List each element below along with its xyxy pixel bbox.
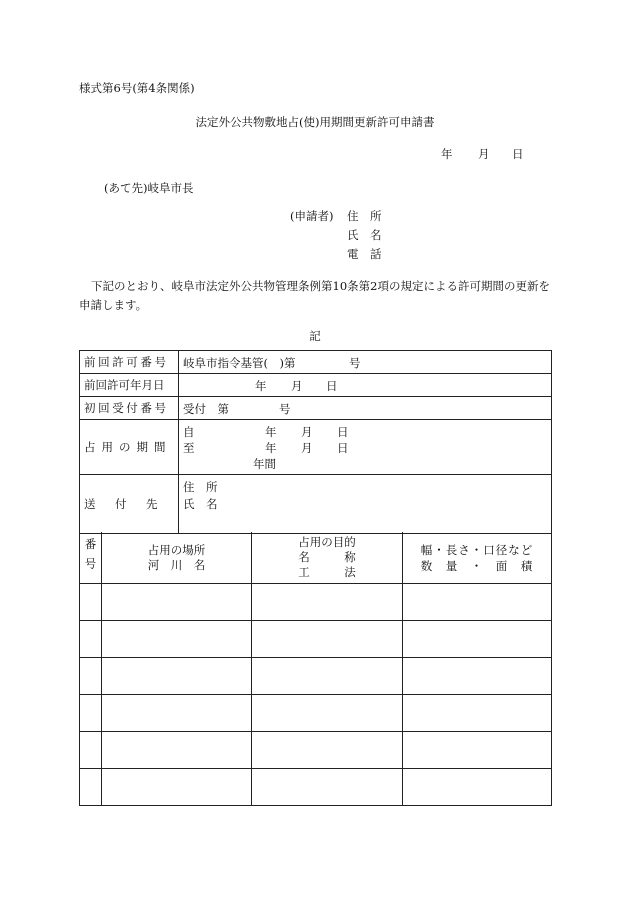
purpose-cell[interactable] [252, 621, 403, 657]
header-size-line2: 数 量 ・ 面 積 [420, 559, 534, 573]
period-years: 年間 [253, 457, 276, 471]
label-send-to: 送 付 先 [80, 475, 179, 533]
applicant-name-label: 氏 名 [347, 228, 382, 242]
header-place-line1: 占用の場所 [147, 543, 206, 557]
place-cell[interactable] [102, 621, 252, 657]
period-from-month: 月 [301, 425, 313, 439]
table-row [80, 769, 551, 805]
send-to-address-label: 住 所 [183, 480, 218, 494]
row-number-cell[interactable] [80, 658, 102, 694]
header-purpose-line3: 工 法 [298, 565, 356, 579]
permit-info-table [79, 350, 552, 534]
row-number-cell[interactable] [80, 732, 102, 768]
header-purpose-line1: 占用の目的 [298, 535, 356, 549]
place-cell[interactable] [102, 584, 252, 620]
header-number [80, 532, 102, 583]
addressee: (あて先)岐阜市長 [104, 181, 194, 195]
header-place [102, 532, 252, 583]
form-number: 様式第6号(第4条関係) [79, 81, 195, 95]
table-row [80, 658, 551, 695]
occupancy-detail-table [79, 532, 552, 806]
purpose-cell[interactable] [252, 584, 403, 620]
period-from-day: 日 [337, 425, 349, 439]
size-cell[interactable] [403, 584, 551, 620]
row-number-cell[interactable] [80, 621, 102, 657]
value-send-to[interactable] [179, 475, 551, 533]
date-year: 年 [441, 147, 453, 161]
header-place-line2: 河 川 名 [147, 558, 206, 572]
value-prev-permit-no[interactable] [179, 351, 551, 373]
period-to-day: 日 [337, 441, 349, 455]
table-row [80, 732, 551, 769]
value-first-receipt-no[interactable] [179, 397, 551, 419]
prev-permit-suffix: 号 [349, 356, 361, 370]
ki-heading: 記 [309, 329, 321, 343]
body-text-line1: 下記のとおり、岐阜市法定外公共物管理条例第10条第2項の規定による許可期間の更新を [91, 279, 550, 293]
table-row [80, 695, 551, 732]
period-to: 至 [183, 441, 195, 455]
receipt-prefix: 受付 第 [183, 402, 229, 416]
header-size-line1: 幅・長さ・口径など [420, 543, 534, 557]
date-day: 日 [512, 147, 524, 161]
receipt-suffix: 号 [279, 402, 291, 416]
label-occupancy-period: 占用の期間 [80, 420, 179, 474]
row-prev-permit-date [80, 374, 551, 397]
row-first-receipt-no [80, 397, 551, 420]
date-month: 月 [478, 147, 490, 161]
size-cell[interactable] [403, 658, 551, 694]
place-cell[interactable] [102, 658, 252, 694]
size-cell[interactable] [403, 621, 551, 657]
purpose-cell[interactable] [252, 695, 403, 731]
header-purpose [252, 532, 403, 583]
label-prev-permit-no: 前回許可番号 [80, 351, 179, 373]
applicant-address-label: 住 所 [347, 209, 382, 223]
row-number-cell[interactable] [80, 695, 102, 731]
period-from: 自 [183, 425, 195, 439]
table-row [80, 621, 551, 658]
period-to-year: 年 [265, 441, 277, 455]
detail-header-row [80, 532, 551, 584]
prev-permit-day: 日 [326, 379, 338, 393]
detail-body [80, 584, 551, 805]
period-from-year: 年 [265, 425, 277, 439]
document-title: 法定外公共物敷地占(使)用期間更新許可申請書 [195, 115, 435, 129]
body-text-line2: 申請します。 [79, 298, 148, 312]
value-occupancy-period[interactable] [179, 420, 551, 474]
row-number-cell[interactable] [80, 769, 102, 805]
size-cell[interactable] [403, 695, 551, 731]
row-send-to [80, 475, 551, 533]
value-prev-permit-date[interactable] [179, 374, 551, 396]
place-cell[interactable] [102, 732, 252, 768]
prev-permit-prefix: 岐阜市指令基管( )第 [183, 356, 296, 370]
applicant-phone-label: 電 話 [347, 247, 382, 261]
applicant-label: (申請者) [290, 209, 334, 223]
size-cell[interactable] [403, 732, 551, 768]
row-occupancy-period [80, 420, 551, 475]
row-number-cell[interactable] [80, 584, 102, 620]
header-number-text: 番号 [83, 538, 98, 577]
label-first-receipt-no: 初回受付番号 [80, 397, 179, 419]
place-cell[interactable] [102, 769, 252, 805]
size-cell[interactable] [403, 769, 551, 805]
table-row [80, 584, 551, 621]
row-prev-permit-no [80, 351, 551, 374]
label-prev-permit-date: 前回許可年月日 [80, 374, 179, 396]
purpose-cell[interactable] [252, 769, 403, 805]
prev-permit-year: 年 [255, 379, 267, 393]
prev-permit-month: 月 [291, 379, 303, 393]
purpose-cell[interactable] [252, 658, 403, 694]
period-to-month: 月 [301, 441, 313, 455]
purpose-cell[interactable] [252, 732, 403, 768]
header-size [403, 532, 551, 583]
header-purpose-line2: 名 称 [298, 550, 356, 564]
place-cell[interactable] [102, 695, 252, 731]
send-to-name-label: 氏 名 [183, 497, 218, 511]
